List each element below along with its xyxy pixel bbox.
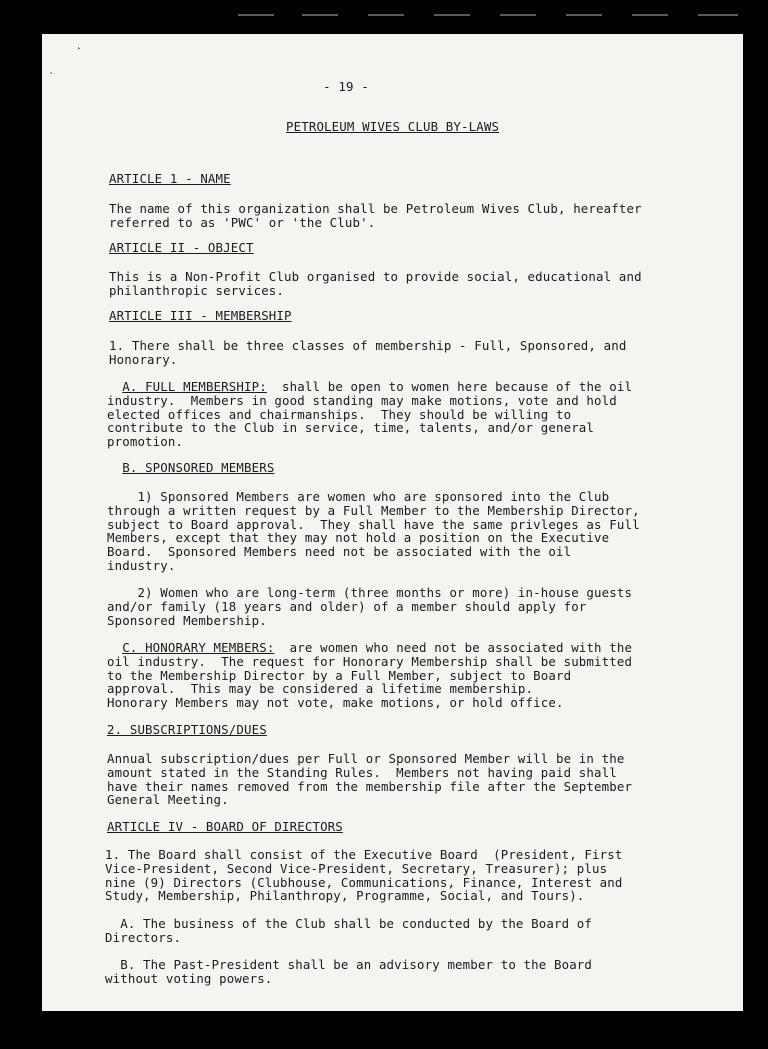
text-line: have their names removed from the membership file after the September [107, 778, 633, 794]
text-line: Directors. [105, 929, 182, 945]
text-line: without voting powers. [105, 970, 273, 986]
article1-text [109, 202, 642, 230]
article3-intro [109, 339, 626, 367]
text-line: 1) Sponsored Members are women who are sponsored into the Club [107, 489, 610, 504]
honorary-members-label: C. HONORARY MEMBERS: [122, 640, 275, 655]
text-line: Honorary. [109, 351, 178, 367]
page-number: - 19 - [323, 79, 369, 94]
article4-paragraph-a [105, 917, 592, 945]
text-line: approval. This may be considered a lifetime membership. [107, 681, 534, 697]
text-line: Study, Membership, Philanthropy, Programme, Social, and Tours). [105, 888, 585, 904]
text-line: are women who need not be associated with the [274, 640, 633, 655]
scan-tick [566, 14, 602, 16]
text-line: promotion. [107, 434, 184, 450]
honorary-members-section [107, 641, 632, 710]
text-line: Honorary Members may not vote, make motions, or hold office. [107, 695, 564, 711]
article1-heading: ARTICLE 1 - NAME [109, 171, 231, 186]
sponsored-paragraph-2 [107, 586, 632, 627]
text-line: elected offices and chairmanships. They should be willing to [107, 406, 572, 422]
text-line: philanthropic services. [109, 282, 285, 298]
article4-paragraph-1 [105, 848, 622, 903]
article3-heading: ARTICLE III - MEMBERSHIP [109, 308, 292, 323]
subscriptions-heading: 2. SUBSCRIPTIONS/DUES [107, 722, 267, 737]
scan-tick [368, 14, 404, 16]
text-line: The name of this organization shall be Petroleum Wives Club, hereafter [109, 201, 642, 216]
text-line: Members, except that they may not hold a position on the Executive [107, 530, 610, 546]
scan-tick [238, 14, 274, 16]
article4-heading: ARTICLE IV - BOARD OF DIRECTORS [107, 819, 343, 834]
text-line: 1. The Board shall consist of the Executive Board (President, First [105, 847, 623, 862]
text-line: General Meeting. [107, 792, 229, 808]
text-line: to the Membership Director by a Full Member, subject to Board [107, 667, 572, 683]
scan-tick [698, 14, 738, 16]
article4-paragraph-b [105, 958, 592, 986]
text-line: referred to as 'PWC' or 'the Club'. [109, 214, 376, 230]
article2-heading: ARTICLE II - OBJECT [109, 240, 254, 255]
scan-tick [500, 14, 536, 16]
scan-tick [434, 14, 470, 16]
text-line: subject to Board approval. They shall have the same privleges as Full [107, 516, 640, 532]
text-line: through a written request by a Full Member to the Membership Director, [107, 502, 640, 518]
text-line: This is a Non-Profit Club organised to provide social, educational and [109, 269, 642, 284]
scan-top-border [0, 0, 768, 30]
scan-tick [632, 14, 668, 16]
text-line: contribute to the Club in service, time, talents, and/or general [107, 420, 595, 436]
scan-speck: ˛ [76, 39, 83, 50]
text-line: Vice-President, Second Vice-President, Secretary, Treasurer); plus [105, 860, 608, 876]
text-line: A. The business of the Club shall be conducted by the Board of [105, 916, 593, 931]
scan-tick [302, 14, 338, 16]
full-membership-section [107, 380, 632, 449]
full-membership-label: A. FULL MEMBERSHIP: [122, 379, 267, 394]
text-line: Annual subscription/dues per Full or Sponsored Member will be in the [107, 751, 625, 766]
sponsored-members-heading [107, 461, 274, 475]
text-line: amount stated in the Standing Rules. Members not having paid shall [107, 764, 617, 780]
document-page [42, 34, 743, 1011]
text-line: nine (9) Directors (Clubhouse, Communications, Finance, Interest and [105, 874, 623, 890]
text-line: industry. Members in good standing may make motions, vote and hold [107, 392, 617, 408]
text-line: Sponsored Membership. [107, 612, 267, 628]
article2-text [109, 270, 642, 298]
subscriptions-text [107, 752, 632, 807]
text-line: and/or family (18 years and older) of a member should apply for [107, 598, 587, 614]
sponsored-paragraph-1 [107, 490, 640, 573]
text-line: industry. [107, 557, 176, 573]
text-line: 2) Women who are long-term (three months or more) in-house guests [107, 585, 633, 600]
text-line: oil industry. The request for Honorary Membership shall be submitted [107, 653, 633, 669]
scan-speck: ˎ [48, 63, 55, 74]
document-title: PETROLEUM WIVES CLUB BY-LAWS [286, 119, 500, 134]
text-line: B. The Past-President shall be an advisory member to the Board [105, 957, 593, 972]
text-line: 1. There shall be three classes of membership - Full, Sponsored, and [109, 338, 627, 353]
sponsored-members-label: B. SPONSORED MEMBERS [122, 460, 275, 475]
text-line: Board. Sponsored Members need not be associated with the oil [107, 544, 572, 560]
text-line: shall be open to women here because of the oil [266, 379, 633, 394]
